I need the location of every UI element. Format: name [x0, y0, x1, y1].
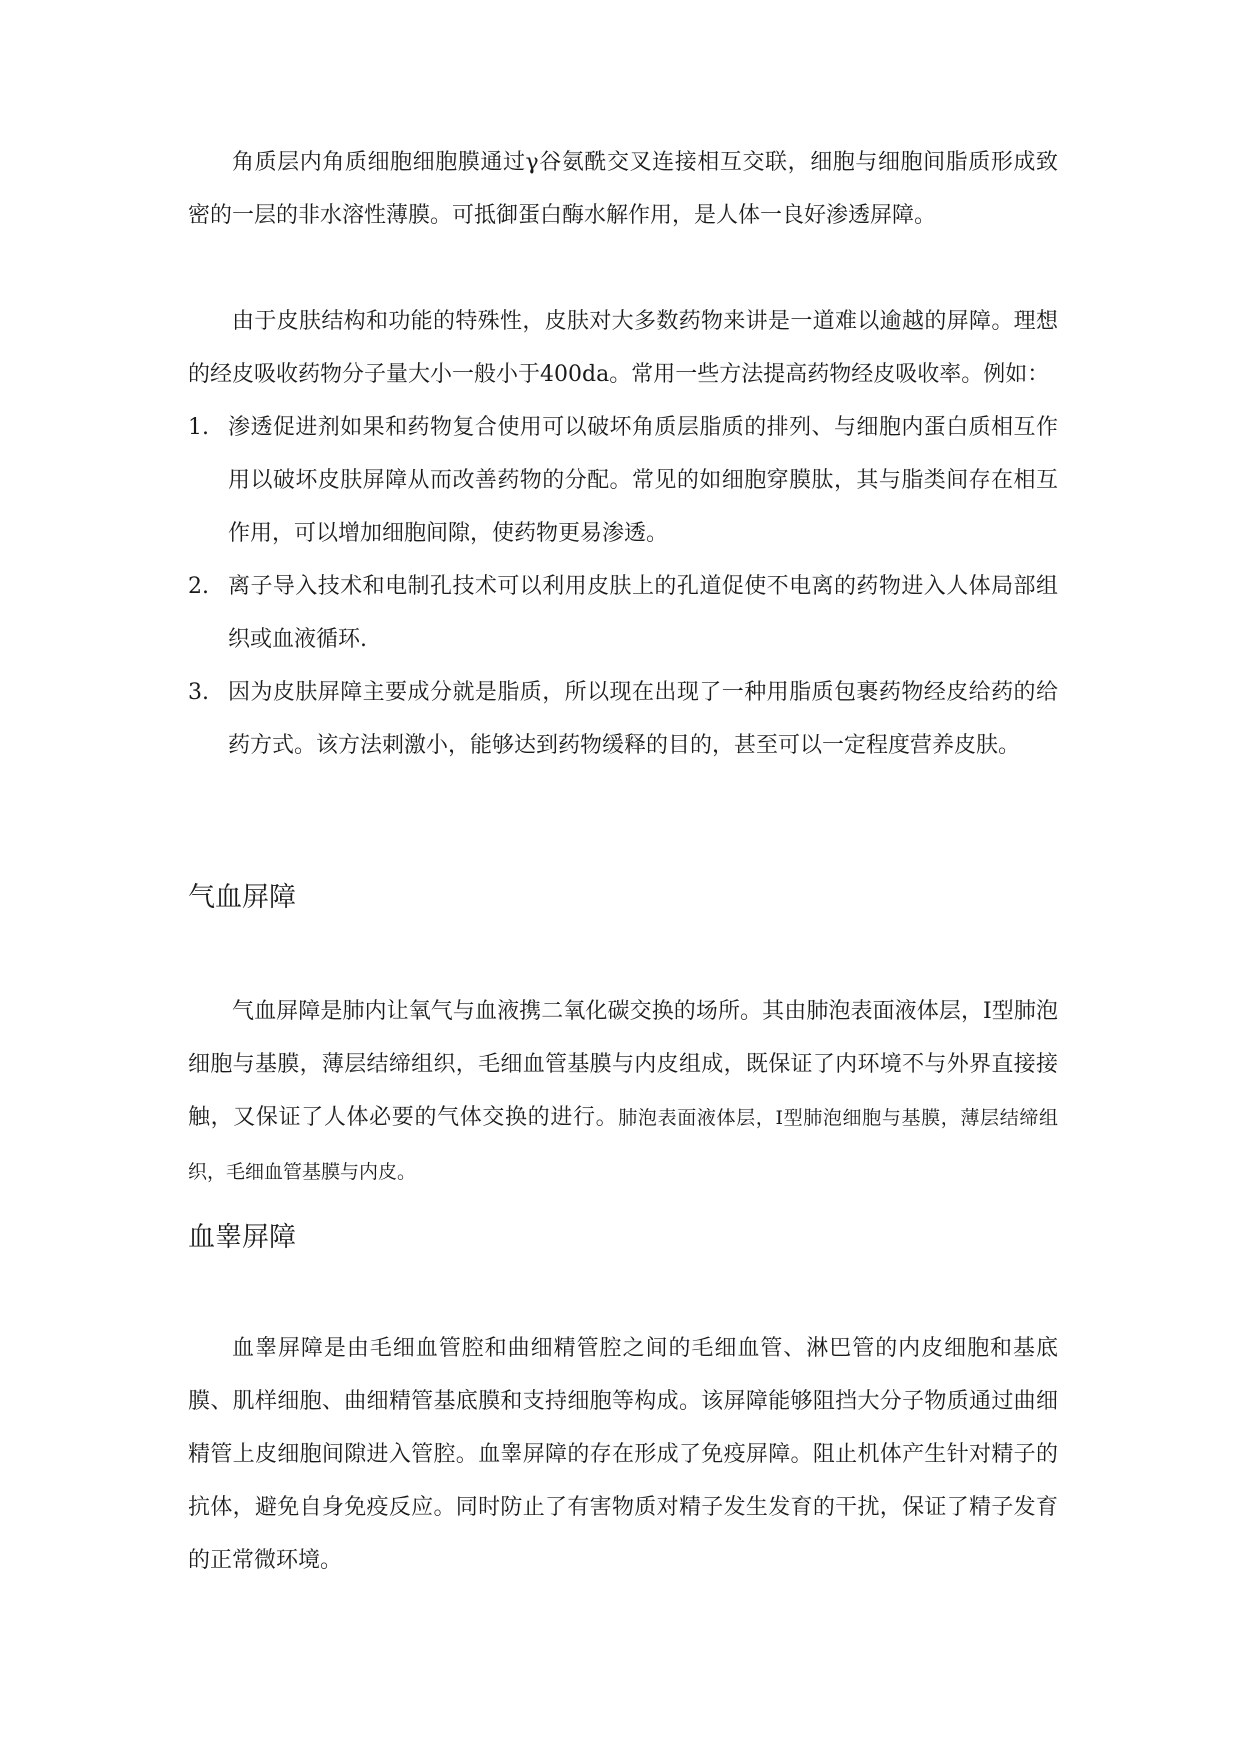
paragraph-stratum-corneum: 角质层内角质细胞细胞膜通过γ谷氨酰交叉连接相互交联，细胞与细胞间脂质形成致密的一层的非水溶性薄膜。可抵御蛋白酶水解作用，是人体一良好渗透屏障。: [188, 150, 1058, 228]
paragraph-air-blood-barrier: [188, 985, 1058, 1199]
list-item-number: 3.: [188, 680, 209, 705]
heading-blood-testis-barrier: 血睾屏障: [188, 1222, 296, 1253]
list-item-text: 因为皮肤屏障主要成分就是脂质，所以现在出现了一种用脂质包裹药物经皮给药的给药方式。该方法刺激小，能够达到药物缓释的目的，甚至可以一定程度营养皮肤。: [228, 680, 1058, 758]
heading-air-blood-barrier: 气血屏障: [188, 882, 296, 913]
paragraph-blood-testis-barrier: 血睾屏障是由毛细血管腔和曲细精管腔之间的毛细血管、淋巴管的内皮细胞和基底膜、肌样细胞、曲细精管基底膜和支持细胞等构成。该屏障能够阻挡大分子物质通过曲细精管上皮细胞间隙进入管腔。血睾屏障的存在形成了免疫屏障。阻止机体产生针对精子的抗体，避免自身免疫反应。同时防止了有害物质对精子发生发育的干扰，保证了精子发育的正常微环境。: [188, 1336, 1058, 1573]
list-item: [188, 666, 1058, 772]
method-list: [188, 401, 1058, 772]
list-item-number: 1.: [188, 415, 209, 440]
list-item: [188, 560, 1058, 666]
list-item-text: 离子导入技术和电制孔技术可以利用皮肤上的孔道促使不电离的药物进入人体局部组织或血液循环.: [228, 574, 1058, 652]
paragraph-small-text: 肺泡表面液体层，I型肺泡细胞与基膜，薄层结缔组织，毛细血管基膜与内皮。: [188, 1107, 1058, 1183]
paragraph-main-text: 气血屏障是肺内让氧气与血液携二氧化碳交换的场所。其由肺泡表面液体层，I型肺泡细胞与基膜，薄层结缔组织，毛细血管基膜与内皮组成，既保证了内环境不与外界直接接触，又保证了人体必要的气体交换的进行。: [188, 999, 1058, 1130]
list-item: [188, 401, 1058, 560]
list-item-number: 2.: [188, 574, 209, 599]
list-item-text: 渗透促进剂如果和药物复合使用可以破坏角质层脂质的排列、与细胞内蛋白质相互作用以破坏皮肤屏障从而改善药物的分配。常见的如细胞穿膜肽，其与脂类间存在相互作用，可以增加细胞间隙，使药物更易渗透。: [228, 415, 1058, 546]
paragraph-skin-barrier: 由于皮肤结构和功能的特殊性，皮肤对大多数药物来讲是一道难以逾越的屏障。理想的经皮吸收药物分子量大小一般小于400da。常用一些方法提高药物经皮吸收率。例如：: [188, 309, 1058, 387]
